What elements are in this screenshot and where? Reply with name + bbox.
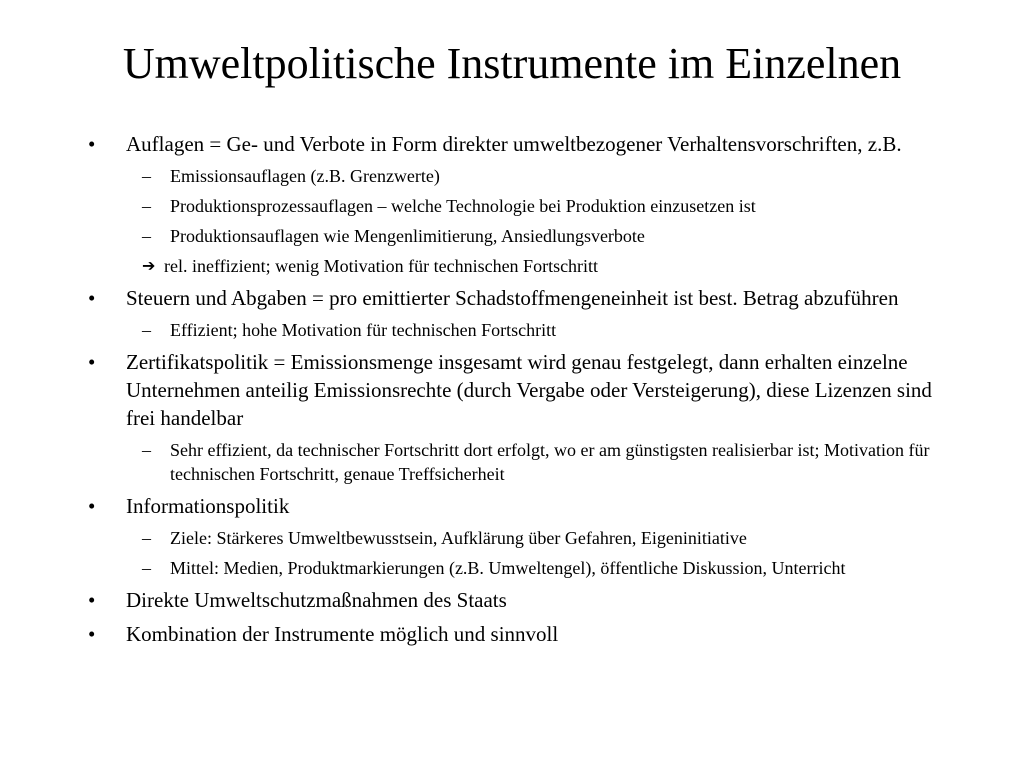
bullet-item-informationspolitik [86, 492, 946, 520]
sub-item [86, 526, 946, 550]
bullet-item-steuern [86, 284, 946, 312]
sub-item [86, 318, 946, 342]
bullet-icon: • [88, 350, 96, 374]
bullet-text: Informationspolitik [126, 494, 290, 518]
sub-item-text: Emissionsauflagen (z.B. Grenzwerte) [170, 166, 440, 186]
bullet-item-direkte-massnahmen [86, 586, 946, 614]
bullet-list [86, 124, 946, 648]
bullet-text: Kombination der Instrumente möglich und sinnvoll [126, 622, 559, 646]
sub-item [86, 438, 946, 486]
bullet-icon: • [88, 588, 96, 612]
bullet-text: Steuern und Abgaben = pro emittierter Schadstoffmengeneinheit ist best. Betrag abzuführen [126, 286, 899, 310]
dash-icon: – [142, 320, 151, 340]
bullet-icon: • [88, 286, 96, 310]
sub-item-text: Effizient; hohe Motivation für technischen Fortschritt [170, 320, 557, 340]
sub-item-text: Produktionsprozessauflagen – welche Technologie bei Produktion einzusetzen ist [170, 196, 756, 216]
sub-item-text: Mittel: Medien, Produktmarkierungen (z.B. Umweltengel), öffentliche Diskussion, Unterricht [170, 558, 846, 578]
bullet-icon: • [88, 132, 96, 156]
dash-icon: – [142, 440, 151, 460]
bullet-text: Direkte Umweltschutzmaßnahmen des Staats [126, 588, 507, 612]
dash-icon: – [142, 558, 151, 578]
bullet-item-auflagen [86, 130, 946, 158]
bullet-text: Zertifikatspolitik = Emissionsmenge insgesamt wird genau festgelegt, dann erhalten einzelne Unternehmen anteilig Emissionsrechte (durch Vergabe oder Versteigerung), diese Lizenzen sind frei handelbar [126, 350, 932, 430]
sub-item [86, 194, 946, 218]
sub-item-text: Sehr effizient, da technischer Fortschritt dort erfolgt, wo er am günstigsten realisierbar ist; Motivation für technischen Fortschritt, genaue Treffsicherheit [170, 440, 930, 484]
dash-icon: – [142, 528, 151, 548]
bullet-item-kombination [86, 620, 946, 648]
conclusion-text: rel. ineffizient; wenig Motivation für technischen Fortschritt [164, 256, 599, 276]
bullet-icon: • [88, 494, 96, 518]
dash-icon: – [142, 196, 151, 216]
sub-item [86, 164, 946, 188]
sub-item-text: Ziele: Stärkeres Umweltbewusstsein, Aufklärung über Gefahren, Eigeninitiative [170, 528, 747, 548]
slide-title: Umweltpolitische Instrumente im Einzelnen [122, 39, 902, 88]
dash-icon: – [142, 226, 151, 246]
bullet-text: Auflagen = Ge- und Verbote in Form direkter umweltbezogener Verhaltensvorschriften, z.B. [126, 132, 902, 156]
sub-item [86, 556, 946, 580]
conclusion-note [86, 254, 946, 278]
bullet-icon: • [88, 622, 96, 646]
arrow-right-icon: ➔ [142, 256, 156, 275]
dash-icon: – [142, 166, 151, 186]
sub-item-text: Produktionsauflagen wie Mengenlimitierung, Ansiedlungsverbote [170, 226, 645, 246]
sub-item [86, 224, 946, 248]
bullet-item-zertifikatspolitik [86, 348, 946, 432]
